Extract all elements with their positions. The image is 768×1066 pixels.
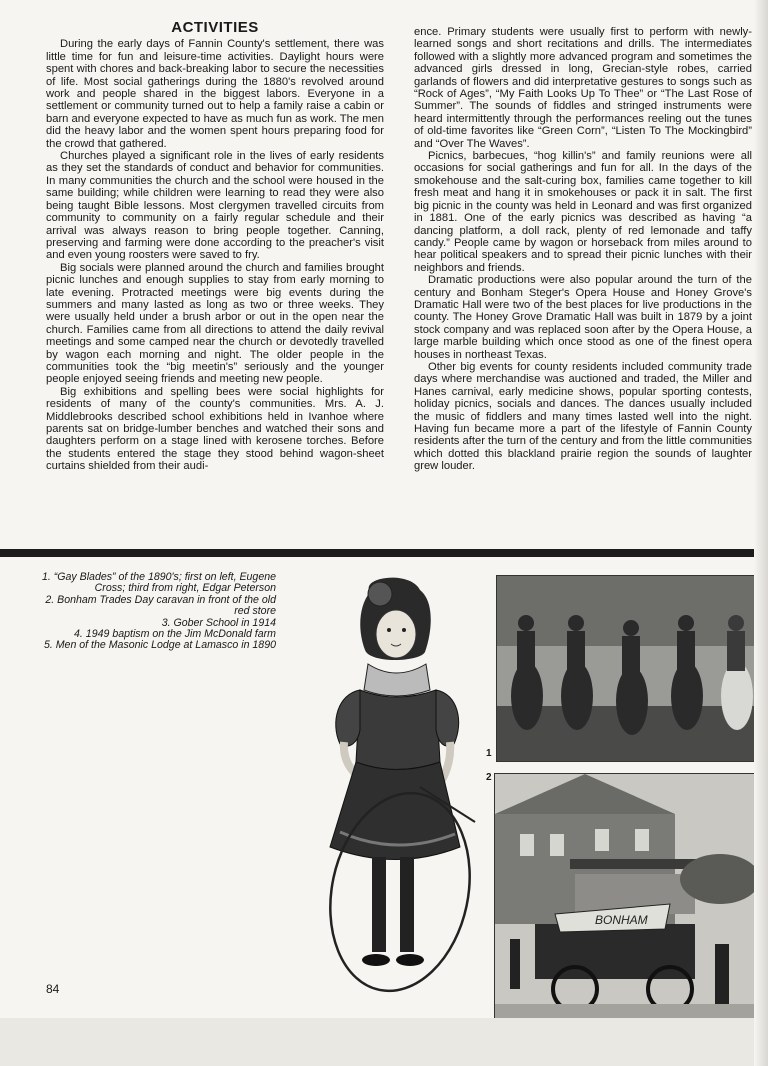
photo-trades-day-caravan (494, 773, 760, 1027)
photo-captions (40, 572, 276, 652)
car-banner: BONHAM (595, 913, 648, 927)
page-number: 84 (46, 982, 60, 996)
photo-gay-blades (496, 575, 760, 762)
section-divider (0, 549, 768, 557)
caption: 4. 1949 baptism on the Jim McDonald farm (74, 628, 276, 641)
paragraph: Big socials were planned around the church and families brought picnic lunches and enough supplies to stay from early morning to late evening. Protracted meetings were big events during the summers and many lasted as long as two or three weeks. They were usually held under a brush arbor or out in the open near the church. Families came from all directions to attend the daily revival meetings and some camped near the church or devotedly travelled by wagon each morning and night. The older people in the communities took the “big meetin's” seriously and the younger people enjoyed seeing friends and meeting new people. (46, 261, 384, 386)
left-column (46, 19, 384, 473)
girl-with-hoop-illustration (300, 572, 490, 997)
article-heading: ACTIVITIES (171, 19, 259, 36)
paragraph: Dramatic productions were also popular around the turn of the century and Bonham Steger's Opera House and Honey Grove's Dramatic Hall were two of the best places for live productions in the county. The Honey Grove Dramatic Hall was built in 1879 by a joint stock company and was replaced soon after by the Opera House, a large marble building which once stood as one of the finest opera houses in northeast Texas. (414, 274, 752, 361)
paragraph: During the early days of Fannin County's settlement, there was little time for fun and leisure-time activities. Daylight hours were spent with chores and back-breaking labor to secure the necessities of life. Most social gatherings during the 1880's revolved around work and people shared in the biggest labors. Everyone in a settlement or community turned out to help a family raise a cabin or barn and everyone expected to have as much fun as work. The men did the heavy labor and the women spent hours preparing food for the crowd that gathered. (46, 38, 384, 150)
page-edge-shadow (754, 0, 768, 1066)
page-bottom-margin (0, 1018, 768, 1066)
right-column (414, 26, 752, 473)
paragraph: Picnics, barbecues, “hog killin's” and family reunions were all occasions for social gatherings and fun for all. In the days of the smokehouse and the salt-curing box, families came together to kill fresh meat and hang it in smokehouses or pack it in salt. The first big picnic in the county was held in Leonard and was first organized in 1881. One of the early picnics was described as having “a dancing platform, a doll rack, plenty of red lemonade and taffy candy.” People came by wagon or horseback from miles around to hear political speakers and to spread their picnic lunches with their neighbors and friends. (414, 150, 752, 274)
caption: 1. “Gay Blades” of the 1890's; first on left, Eugene Cross; third from right, Edgar Peterson (41, 571, 276, 595)
paragraph: Churches played a significant role in the lives of early residents as they set the standards of conduct and behavior for communities. In many communities the church and the school were housed in the same building; while children were learning to read they were also being taught Bible lessons. Most clergymen travelled circuits from community to community on a fairly regular schedule and their arrival was always reason to bring people together. Canning, preserving and farming were done according to the preacher's visit and even young roosters were saved to fry. (46, 150, 384, 262)
paragraph: Other big events for county residents included community trade days where merchandise was auctioned and traded, the Miller and Hanes carnival, early medicine shows, popular sporting contests, holiday picnics, socials and dances. The dances usually included the music of fiddlers and many times lasted well into the night. Having fun became more a part of the lifestyle of Fannin County residents after the turn of the century and from the little communities which dotted this blackland prairie region the sounds of laughter grew louder. (414, 360, 752, 473)
paragraph: ence. Primary students were usually first to perform with newly-learned songs and short recitations and drills. The intermediates followed with a slightly more advanced program and sometimes the advanced girls dressed in long, Grecian-style robes, carried garlands of flowers and did interpretative gestures to songs such as “Rock of Ages”, “My Faith Looks Up To Thee” or “The Last Rose of Summer”. The sounds of fiddles and stringed instruments were heard intermittently through the performances reeling out the tunes of old-time favorites like “Green Corn”, “Listen To The Mockingbird” and “Over The Waves”. (414, 26, 752, 150)
photo-number: 1 (486, 748, 492, 759)
caption: 5. Men of the Masonic Lodge at Lamasco in 1890 (43, 639, 276, 652)
photo-number: 2 (486, 772, 492, 783)
caption: 3. Gober School in 1914 (161, 616, 276, 629)
paragraph: Big exhibitions and spelling bees were social highlights for residents of many of the county's communities. Mrs. A. J. Middlebrooks described school exhibitions held in Ivanhoe where parents sat on bridge-lumber benches and watched their sons and daughters perform on a stage lined with kerosene torches. Before the students entered the stage they stood behind wagon-sheet curtains shielded from their audi- (46, 385, 384, 473)
caption: 2. Bonham Trades Day caravan in front of the old red store (45, 593, 276, 618)
